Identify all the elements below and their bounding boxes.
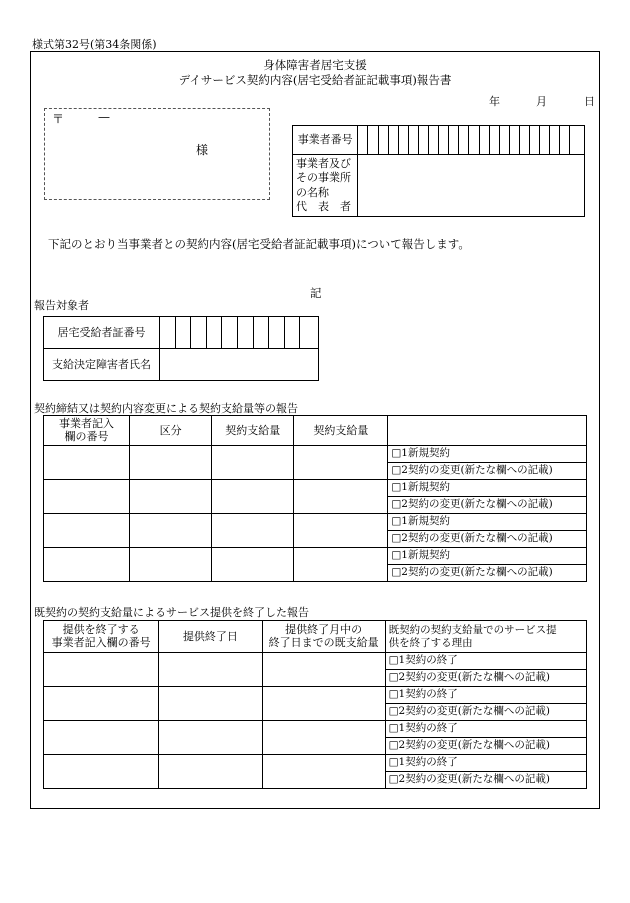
end-date-cell[interactable] [159,653,262,687]
cert-number-digit[interactable] [175,317,191,349]
cert-number-digit[interactable] [160,317,176,349]
provider-number-digit[interactable] [499,126,509,155]
provider-number-digit[interactable] [550,126,560,155]
end-entry-number-cell[interactable] [44,687,159,721]
provider-number-digit[interactable] [378,126,388,155]
contract-change-checkbox[interactable]: □2契約の変更(新たな欄への記載) [385,704,586,721]
provider-number-digit[interactable] [519,126,529,155]
entry-number-cell[interactable] [44,548,130,582]
category-cell[interactable] [130,446,212,480]
already-supplied-cell[interactable] [262,687,385,721]
category-cell[interactable] [130,548,212,582]
contract-end-checkbox[interactable]: □1契約の終了 [385,755,586,772]
address-box[interactable] [44,108,270,200]
provider-number-digit[interactable] [418,126,428,155]
provider-number-digit[interactable] [540,126,550,155]
contract-end-checkbox[interactable]: □1契約の終了 [385,653,586,670]
col-header-end-date: 提供終了日 [159,621,262,653]
cert-number-digit[interactable] [300,317,319,349]
cert-number-digit[interactable] [269,317,285,349]
contract-change-checkbox[interactable]: □2契約の変更(新たな欄への記載) [388,565,587,582]
col-header-category: 区分 [130,416,212,446]
col-header-end-reason: 既契約の契約支給量でのサービス提 供を終了する理由 [385,621,586,653]
provider-number-digit[interactable] [509,126,519,155]
contract-change-checkbox[interactable]: □2契約の変更(新たな欄への記載) [385,738,586,755]
contract-amount-cell[interactable] [212,548,294,582]
contract-amount-cell[interactable] [294,548,388,582]
provider-number-digit[interactable] [408,126,418,155]
provider-number-digit[interactable] [459,126,469,155]
cert-number-digit[interactable] [253,317,269,349]
form-id: 様式第32号(第34条関係) [32,38,157,51]
already-supplied-cell[interactable] [262,653,385,687]
contract-amount-cell[interactable] [294,514,388,548]
provider-number-digit[interactable] [388,126,398,155]
title-line1: 身体障害者居宅支援 [263,58,367,72]
cert-number-digit[interactable] [222,317,238,349]
section1-heading: 契約締結又は契約内容変更による契約支給量等の報告 [34,402,298,415]
contract-amount-table [43,415,587,582]
cert-number-digit[interactable] [191,317,207,349]
contract-amount-cell[interactable] [294,480,388,514]
end-date-cell[interactable] [159,687,262,721]
postal-dash: — [98,110,110,124]
service-end-table [43,620,587,789]
contract-end-checkbox[interactable]: □1契約の終了 [385,721,586,738]
date-day[interactable]: 日 [584,95,595,108]
contract-change-checkbox[interactable]: □2契約の変更(新たな欄への記載) [388,497,587,514]
date-month[interactable]: 月 [536,95,547,108]
contract-change-checkbox[interactable]: □2契約の変更(新たな欄への記載) [385,772,586,789]
contract-change-checkbox[interactable]: □2契約の変更(新たな欄への記載) [388,463,587,480]
contract-amount-cell[interactable] [294,446,388,480]
new-contract-checkbox[interactable]: □1新規契約 [388,548,587,565]
provider-number-digit[interactable] [570,126,585,155]
category-cell[interactable] [130,514,212,548]
cert-number-digit[interactable] [238,317,254,349]
contract-end-checkbox[interactable]: □1契約の終了 [385,687,586,704]
target-heading: 報告対象者 [34,299,89,312]
provider-number-digit[interactable] [529,126,539,155]
col-header-contract-amount: 契約支給量 [294,416,388,446]
contract-change-checkbox[interactable]: □2契約の変更(新たな欄への記載) [385,670,586,687]
col-header-type [388,416,587,446]
col-header-end-entry-number: 提供を終了する 事業者記入欄の番号 [44,621,159,653]
provider-name-label: 事業者及び その事業所 の名称 代 表 者 [293,155,358,217]
contract-amount-cell[interactable] [212,446,294,480]
provider-number-digit[interactable] [560,126,570,155]
new-contract-checkbox[interactable]: □1新規契約 [388,480,587,497]
provider-number-digit[interactable] [439,126,449,155]
section2-heading: 既契約の契約支給量によるサービス提供を終了した報告 [34,606,309,619]
col-header-entry-number: 事業者記入 欄の番号 [44,416,130,446]
new-contract-checkbox[interactable]: □1新規契約 [388,514,587,531]
provider-table [292,125,585,217]
honorific: 様 [196,143,209,157]
contract-amount-cell[interactable] [212,514,294,548]
cert-number-digit[interactable] [206,317,222,349]
provider-number-digit[interactable] [398,126,408,155]
recipient-name-label: 支給決定障害者氏名 [44,349,160,381]
category-cell[interactable] [130,480,212,514]
target-table [43,316,319,381]
already-supplied-cell[interactable] [262,721,385,755]
intro-text: 下記のとおり当事業者との契約内容(居宅受給者証記載事項)について報告します。 [48,237,470,251]
provider-number-label: 事業者番号 [293,126,358,155]
contract-amount-cell[interactable] [212,480,294,514]
provider-number-digit[interactable] [429,126,439,155]
provider-number-digit[interactable] [368,126,378,155]
end-entry-number-cell[interactable] [44,755,159,789]
end-date-cell[interactable] [159,721,262,755]
provider-number-digit[interactable] [358,126,368,155]
title-line2: デイサービス契約内容(居宅受給者証記載事項)報告書 [178,73,452,87]
end-date-cell[interactable] [159,755,262,789]
new-contract-checkbox[interactable]: □1新規契約 [388,446,587,463]
contract-change-checkbox[interactable]: □2契約の変更(新たな欄への記載) [388,531,587,548]
provider-number-digit[interactable] [489,126,499,155]
entry-number-cell[interactable] [44,446,130,480]
entry-number-cell[interactable] [44,480,130,514]
recipient-name-field[interactable] [160,349,319,381]
already-supplied-cell[interactable] [262,755,385,789]
postal-mark: 〒 [52,112,65,126]
entry-number-cell[interactable] [44,514,130,548]
provider-number-digit[interactable] [449,126,459,155]
cert-number-label: 居宅受給者証番号 [44,317,160,349]
date-year[interactable]: 年 [489,95,500,108]
col-header-already-supplied: 提供終了月中の 終了日までの既支給量 [262,621,385,653]
end-entry-number-cell[interactable] [44,653,159,687]
provider-name-field[interactable] [358,155,585,217]
end-entry-number-cell[interactable] [44,721,159,755]
col-header-contract-amount: 契約支給量 [212,416,294,446]
provider-number-digit[interactable] [479,126,489,155]
cert-number-digit[interactable] [284,317,300,349]
provider-number-digit[interactable] [469,126,479,155]
ki-mark: 記 [310,286,322,300]
